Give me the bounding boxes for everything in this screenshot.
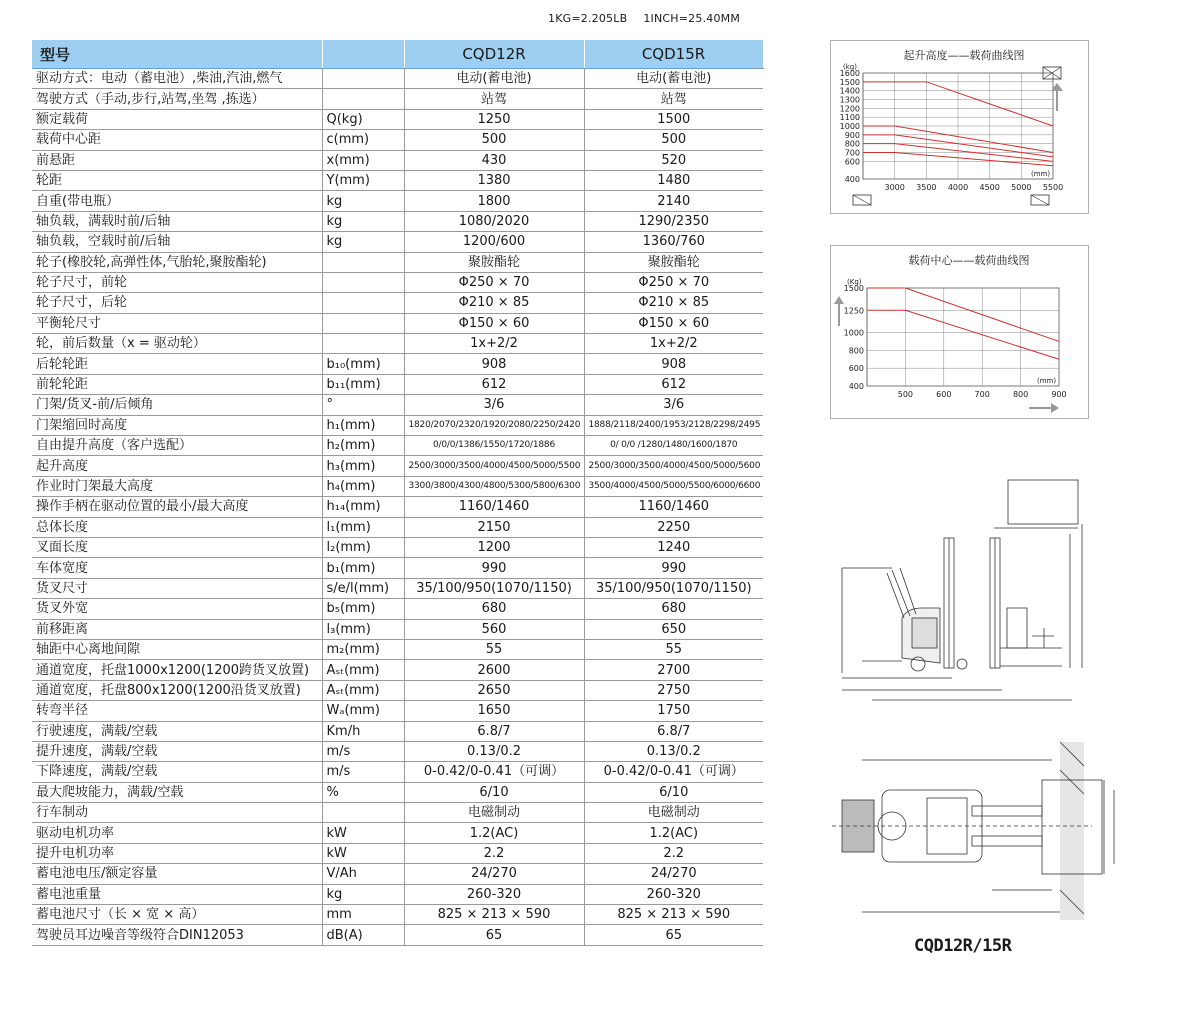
spec-value-cqd15r: Φ150 × 60 bbox=[584, 313, 763, 333]
spec-row bbox=[32, 354, 763, 374]
spec-unit: b₁(mm) bbox=[322, 558, 404, 578]
load-center-load-svg bbox=[831, 246, 1088, 418]
spec-value-cqd15r: Φ250 × 70 bbox=[584, 272, 763, 292]
spec-value-cqd12r: 24/270 bbox=[404, 864, 584, 884]
spec-row bbox=[32, 334, 763, 354]
spec-value-cqd12r: 1820/2070/2320/1920/2080/2250/2420 bbox=[404, 415, 584, 435]
spec-value-cqd15r: 1.2(AC) bbox=[584, 823, 763, 843]
spec-value-cqd15r: 电动(蓄电池) bbox=[584, 69, 763, 89]
spec-unit: dB(A) bbox=[322, 925, 404, 945]
spec-value-cqd15r: 1480 bbox=[584, 170, 763, 190]
spec-row bbox=[32, 69, 763, 89]
spec-row bbox=[32, 211, 763, 231]
spec-value-cqd15r: 990 bbox=[584, 558, 763, 578]
spec-row bbox=[32, 680, 763, 700]
spec-label: 轮子尺寸，后轮 bbox=[32, 293, 322, 313]
spec-unit bbox=[322, 803, 404, 823]
spec-label: 前轮轮距 bbox=[32, 374, 322, 394]
x-tick-label: 600 bbox=[936, 390, 952, 399]
spec-value-cqd15r: 1888/2118/2400/1953/2128/2298/2495 bbox=[584, 415, 763, 435]
chart-title: 起升高度——载荷曲线图 bbox=[903, 49, 1025, 62]
spec-row bbox=[32, 558, 763, 578]
spec-unit: b₁₀(mm) bbox=[322, 354, 404, 374]
spec-value-cqd15r: 2250 bbox=[584, 517, 763, 537]
y-unit-label: (kg) bbox=[843, 63, 857, 71]
unit-inch-mm: 1INCH=25.40MM bbox=[643, 12, 741, 25]
spec-label: 提升电机功率 bbox=[32, 843, 322, 863]
spec-unit: kW bbox=[322, 843, 404, 863]
spec-unit: h₄(mm) bbox=[322, 476, 404, 496]
spec-value-cqd15r: 612 bbox=[584, 374, 763, 394]
spec-row bbox=[32, 905, 763, 925]
spec-label: 车体宽度 bbox=[32, 558, 322, 578]
spec-label: 蓄电池电压/额定容量 bbox=[32, 864, 322, 884]
spec-value-cqd12r: 1200/600 bbox=[404, 232, 584, 252]
spec-label: 驱动电机功率 bbox=[32, 823, 322, 843]
spec-value-cqd15r: 0.13/0.2 bbox=[584, 741, 763, 761]
spec-value-cqd15r: 2750 bbox=[584, 680, 763, 700]
spec-row bbox=[32, 497, 763, 517]
series-line bbox=[867, 310, 1059, 359]
spec-unit: b₁₁(mm) bbox=[322, 374, 404, 394]
spec-value-cqd12r: 2600 bbox=[404, 660, 584, 680]
spec-unit: kW bbox=[322, 823, 404, 843]
spec-unit: l₁(mm) bbox=[322, 517, 404, 537]
spec-unit: m/s bbox=[322, 741, 404, 761]
pallet-icon-cross bbox=[1031, 195, 1049, 205]
spec-value-cqd15r: 0-0.42/0-0.41（可调） bbox=[584, 762, 763, 782]
spec-label: 轴距中心离地间隙 bbox=[32, 639, 322, 659]
spec-label: 蓄电池尺寸（长 × 宽 × 高） bbox=[32, 905, 322, 925]
spec-row bbox=[32, 456, 763, 476]
spec-value-cqd15r: 680 bbox=[584, 599, 763, 619]
spec-unit: Aₛₜ(mm) bbox=[322, 680, 404, 700]
right-arrow-head-icon bbox=[1051, 403, 1059, 413]
spec-value-cqd12r: Φ150 × 60 bbox=[404, 313, 584, 333]
spec-value-cqd12r: 260-320 bbox=[404, 884, 584, 904]
spec-value-cqd12r: 1080/2020 bbox=[404, 211, 584, 231]
spec-row bbox=[32, 823, 763, 843]
y-tick-label: 1100 bbox=[839, 113, 860, 123]
spec-value-cqd12r: 990 bbox=[404, 558, 584, 578]
unit-kg-lb: 1KG=2.205LB bbox=[548, 12, 628, 25]
spec-row bbox=[32, 517, 763, 537]
spec-unit: b₅(mm) bbox=[322, 599, 404, 619]
spec-value-cqd12r: 1.2(AC) bbox=[404, 823, 584, 843]
spec-row bbox=[32, 843, 763, 863]
spec-label: 门架缩回时高度 bbox=[32, 415, 322, 435]
x-tick-label: 500 bbox=[897, 390, 914, 399]
spec-value-cqd12r: 电磁制动 bbox=[404, 803, 584, 823]
header-cqd12r: CQD12R bbox=[404, 40, 584, 69]
spec-value-cqd15r: 1160/1460 bbox=[584, 497, 763, 517]
spec-row bbox=[32, 925, 763, 945]
spec-value-cqd15r: 55 bbox=[584, 639, 763, 659]
spec-value-cqd15r: 1240 bbox=[584, 537, 763, 557]
spec-unit: V/Ah bbox=[322, 864, 404, 884]
y-tick-label: 1200 bbox=[839, 104, 860, 114]
spec-label: 作业时门架最大高度 bbox=[32, 476, 322, 496]
y-tick-label: 700 bbox=[844, 148, 860, 158]
spec-unit: c(mm) bbox=[322, 130, 404, 150]
spec-label: 轮距 bbox=[32, 170, 322, 190]
spec-value-cqd15r: 1500 bbox=[584, 109, 763, 129]
spec-value-cqd15r: 260-320 bbox=[584, 884, 763, 904]
spec-unit: mm bbox=[322, 905, 404, 925]
spec-value-cqd12r: Φ210 × 85 bbox=[404, 293, 584, 313]
spec-label: 总体长度 bbox=[32, 517, 322, 537]
spec-label: 轴负载，满载时前/后轴 bbox=[32, 211, 322, 231]
spec-label: 轴负载，空载时前/后轴 bbox=[32, 232, 322, 252]
spec-label: 行驶速度，满载/空载 bbox=[32, 721, 322, 741]
spec-value-cqd15r: 24/270 bbox=[584, 864, 763, 884]
spec-value-cqd12r: 6.8/7 bbox=[404, 721, 584, 741]
spec-row bbox=[32, 599, 763, 619]
plot-frame bbox=[867, 288, 1059, 386]
y-tick-label: 400 bbox=[848, 382, 864, 391]
y-tick-label: 1300 bbox=[839, 95, 860, 105]
spec-value-cqd12r: 0/0/0/1386/1550/1720/1886 bbox=[404, 436, 584, 456]
series-line bbox=[867, 288, 1059, 341]
spec-row bbox=[32, 701, 763, 721]
y-tick-label: 600 bbox=[844, 157, 860, 167]
header-model: 型号 bbox=[32, 40, 322, 69]
spec-value-cqd12r: 2150 bbox=[404, 517, 584, 537]
spec-row bbox=[32, 741, 763, 761]
spec-row bbox=[32, 191, 763, 211]
spec-unit bbox=[322, 252, 404, 272]
spec-label: 提升速度，满载/空载 bbox=[32, 741, 322, 761]
spec-label: 门架/货叉-前/后倾角 bbox=[32, 395, 322, 415]
spec-value-cqd12r: 0.13/0.2 bbox=[404, 741, 584, 761]
spec-value-cqd15r: 520 bbox=[584, 150, 763, 170]
spec-table bbox=[32, 40, 764, 946]
spec-value-cqd12r: 3/6 bbox=[404, 395, 584, 415]
y-tick-label: 1000 bbox=[843, 328, 864, 338]
spec-unit: s/e/l(mm) bbox=[322, 578, 404, 598]
spec-value-cqd15r: 3/6 bbox=[584, 395, 763, 415]
y-tick-label: 800 bbox=[848, 346, 864, 356]
unit-conversion bbox=[548, 12, 740, 25]
spec-row bbox=[32, 660, 763, 680]
spec-label: 轮子尺寸，前轮 bbox=[32, 272, 322, 292]
spec-value-cqd12r: 0-0.42/0-0.41（可调） bbox=[404, 762, 584, 782]
spec-value-cqd15r: 825 × 213 × 590 bbox=[584, 905, 763, 925]
spec-value-cqd12r: 1x+2/2 bbox=[404, 334, 584, 354]
spec-unit: kg bbox=[322, 211, 404, 231]
lift-height-load-svg bbox=[831, 41, 1088, 213]
spec-unit: ° bbox=[322, 395, 404, 415]
spec-value-cqd15r: 908 bbox=[584, 354, 763, 374]
spec-value-cqd15r: 35/100/950(1070/1150) bbox=[584, 578, 763, 598]
spec-value-cqd12r: 1800 bbox=[404, 191, 584, 211]
spec-value-cqd12r: 2500/3000/3500/4000/4500/5000/5500 bbox=[404, 456, 584, 476]
spec-unit bbox=[322, 272, 404, 292]
spec-unit: l₃(mm) bbox=[322, 619, 404, 639]
spec-value-cqd12r: 2.2 bbox=[404, 843, 584, 863]
spec-label: 前悬距 bbox=[32, 150, 322, 170]
spec-row bbox=[32, 374, 763, 394]
spec-table-header bbox=[32, 40, 763, 69]
spec-row bbox=[32, 884, 763, 904]
y-tick-label: 1250 bbox=[843, 306, 864, 316]
spec-unit: h₃(mm) bbox=[322, 456, 404, 476]
spec-unit: h₂(mm) bbox=[322, 436, 404, 456]
spec-unit: x(mm) bbox=[322, 150, 404, 170]
spec-unit: kg bbox=[322, 191, 404, 211]
spec-row bbox=[32, 476, 763, 496]
truck-top-view-drawing bbox=[832, 740, 1117, 925]
spec-value-cqd15r: 6.8/7 bbox=[584, 721, 763, 741]
spec-label: 货叉尺寸 bbox=[32, 578, 322, 598]
spec-value-cqd12r: 35/100/950(1070/1150) bbox=[404, 578, 584, 598]
spec-value-cqd15r: 500 bbox=[584, 130, 763, 150]
spec-row bbox=[32, 721, 763, 741]
y-tick-label: 800 bbox=[844, 139, 860, 149]
spec-unit bbox=[322, 89, 404, 109]
pallet-icon-cross bbox=[853, 195, 871, 205]
x-tick-label: 3500 bbox=[916, 183, 937, 192]
spec-value-cqd15r: 1750 bbox=[584, 701, 763, 721]
y-unit-label: (Kg) bbox=[847, 278, 862, 286]
spec-unit: m/s bbox=[322, 762, 404, 782]
spec-label: 货叉外宽 bbox=[32, 599, 322, 619]
spec-value-cqd12r: 560 bbox=[404, 619, 584, 639]
spec-value-cqd12r: 65 bbox=[404, 925, 584, 945]
x-unit-label: (mm) bbox=[1037, 377, 1057, 385]
load-center-load-chart bbox=[830, 245, 1089, 419]
spec-value-cqd12r: 3300/3800/4300/4800/5300/5800/6300 bbox=[404, 476, 584, 496]
x-tick-label: 3000 bbox=[884, 183, 905, 192]
spec-value-cqd15r: 2500/3000/3500/4000/4500/5000/5600 bbox=[584, 456, 763, 476]
spec-value-cqd15r: 3500/4000/4500/5000/5500/6000/6600 bbox=[584, 476, 763, 496]
spec-value-cqd12r: 1650 bbox=[404, 701, 584, 721]
y-tick-label: 1600 bbox=[839, 69, 860, 78]
spec-row bbox=[32, 150, 763, 170]
spec-unit: Aₛₜ(mm) bbox=[322, 660, 404, 680]
x-tick-label: 700 bbox=[974, 390, 990, 399]
spec-label: 平衡轮尺寸 bbox=[32, 313, 322, 333]
spec-label: 通道宽度，托盘800x1200(1200沿货叉放置) bbox=[32, 680, 322, 700]
spec-row bbox=[32, 395, 763, 415]
spec-value-cqd12r: 1160/1460 bbox=[404, 497, 584, 517]
spec-value-cqd12r: 1200 bbox=[404, 537, 584, 557]
spec-value-cqd12r: 908 bbox=[404, 354, 584, 374]
spec-value-cqd15r: 2140 bbox=[584, 191, 763, 211]
spec-label: 操作手柄在驱动位置的最小/最大高度 bbox=[32, 497, 322, 517]
spec-value-cqd12r: 2650 bbox=[404, 680, 584, 700]
spec-row bbox=[32, 170, 763, 190]
spec-unit: Wₐ(mm) bbox=[322, 701, 404, 721]
spec-row bbox=[32, 89, 763, 109]
spec-label: 起升高度 bbox=[32, 456, 322, 476]
spec-value-cqd12r: 6/10 bbox=[404, 782, 584, 802]
up-arrow-head-icon bbox=[834, 296, 844, 304]
spec-unit bbox=[322, 334, 404, 354]
spec-value-cqd15r: 1290/2350 bbox=[584, 211, 763, 231]
spec-row bbox=[32, 864, 763, 884]
spec-value-cqd12r: 430 bbox=[404, 150, 584, 170]
y-tick-label: 1500 bbox=[839, 77, 860, 87]
model-label: CQD12R/15R bbox=[914, 936, 1012, 956]
spec-row bbox=[32, 537, 763, 557]
spec-label: 额定载荷 bbox=[32, 109, 322, 129]
spec-row bbox=[32, 782, 763, 802]
spec-unit: h₁(mm) bbox=[322, 415, 404, 435]
spec-unit: h₁₄(mm) bbox=[322, 497, 404, 517]
y-tick-label: 1500 bbox=[843, 284, 864, 293]
spec-value-cqd12r: 聚胺酯轮 bbox=[404, 252, 584, 272]
y-tick-label: 1400 bbox=[839, 86, 860, 96]
spec-row bbox=[32, 272, 763, 292]
x-tick-label: 5500 bbox=[1042, 183, 1064, 192]
spec-unit: kg bbox=[322, 232, 404, 252]
spec-value-cqd12r: 825 × 213 × 590 bbox=[404, 905, 584, 925]
spec-row bbox=[32, 803, 763, 823]
spec-label: 前移距离 bbox=[32, 619, 322, 639]
spec-value-cqd12r: 1250 bbox=[404, 109, 584, 129]
spec-value-cqd12r: 612 bbox=[404, 374, 584, 394]
y-tick-label: 1000 bbox=[839, 122, 860, 131]
spec-label: 行车制动 bbox=[32, 803, 322, 823]
spec-label: 驱动方式：电动（蓄电池）,柴油,汽油,燃气 bbox=[32, 69, 322, 89]
x-unit-label: (mm) bbox=[1031, 170, 1051, 178]
x-tick-label: 900 bbox=[1051, 390, 1067, 399]
spec-unit: Km/h bbox=[322, 721, 404, 741]
spec-label: 自由提升高度（客户选配） bbox=[32, 436, 322, 456]
spec-unit: % bbox=[322, 782, 404, 802]
spec-unit: l₂(mm) bbox=[322, 537, 404, 557]
spec-row bbox=[32, 639, 763, 659]
lift-height-load-chart bbox=[830, 40, 1089, 214]
truck-side-view-drawing bbox=[832, 478, 1102, 710]
header-unit bbox=[322, 40, 404, 69]
header-cqd15r: CQD15R bbox=[584, 40, 763, 69]
spec-value-cqd15r: 电磁制动 bbox=[584, 803, 763, 823]
spec-row bbox=[32, 415, 763, 435]
spec-row bbox=[32, 578, 763, 598]
spec-row bbox=[32, 436, 763, 456]
spec-row bbox=[32, 762, 763, 782]
x-tick-label: 4500 bbox=[979, 183, 1000, 192]
spec-label: 载荷中心距 bbox=[32, 130, 322, 150]
x-tick-label: 800 bbox=[1012, 390, 1029, 399]
spec-value-cqd15r: 65 bbox=[584, 925, 763, 945]
spec-unit bbox=[322, 69, 404, 89]
spec-value-cqd12r: Φ250 × 70 bbox=[404, 272, 584, 292]
spec-value-cqd12r: 500 bbox=[404, 130, 584, 150]
spec-value-cqd15r: 2700 bbox=[584, 660, 763, 680]
spec-row bbox=[32, 619, 763, 639]
spec-row bbox=[32, 232, 763, 252]
spec-value-cqd12r: 电动(蓄电池) bbox=[404, 69, 584, 89]
spec-label: 轮子(橡胶轮,高弹性体,气胎轮,聚胺酯轮) bbox=[32, 252, 322, 272]
spec-label: 叉面长度 bbox=[32, 537, 322, 557]
spec-value-cqd12r: 1380 bbox=[404, 170, 584, 190]
spec-unit: kg bbox=[322, 884, 404, 904]
spec-value-cqd15r: 1360/760 bbox=[584, 232, 763, 252]
y-tick-label: 900 bbox=[844, 130, 860, 140]
spec-value-cqd15r: 聚胺酯轮 bbox=[584, 252, 763, 272]
spec-row bbox=[32, 130, 763, 150]
spec-value-cqd12r: 站驾 bbox=[404, 89, 584, 109]
chart-title: 载荷中心——载荷曲线图 bbox=[908, 254, 1030, 267]
spec-label: 转弯半径 bbox=[32, 701, 322, 721]
spec-value-cqd12r: 680 bbox=[404, 599, 584, 619]
x-tick-label: 4000 bbox=[947, 183, 969, 192]
spec-value-cqd15r: 站驾 bbox=[584, 89, 763, 109]
spec-value-cqd12r: 55 bbox=[404, 639, 584, 659]
spec-unit: Q(kg) bbox=[322, 109, 404, 129]
spec-value-cqd15r: Φ210 × 85 bbox=[584, 293, 763, 313]
spec-row bbox=[32, 313, 763, 333]
spec-label: 驾驶方式（手动,步行,站驾,坐驾 ,拣选） bbox=[32, 89, 322, 109]
spec-label: 轮，前后数量（x = 驱动轮） bbox=[32, 334, 322, 354]
spec-value-cqd15r: 2.2 bbox=[584, 843, 763, 863]
spec-table-body bbox=[32, 69, 763, 946]
y-tick-label: 400 bbox=[844, 175, 860, 184]
spec-unit: m₂(mm) bbox=[322, 639, 404, 659]
spec-label: 通道宽度，托盘1000x1200(1200跨货叉放置) bbox=[32, 660, 322, 680]
spec-row bbox=[32, 293, 763, 313]
spec-value-cqd15r: 6/10 bbox=[584, 782, 763, 802]
spec-label: 最大爬坡能力，满载/空载 bbox=[32, 782, 322, 802]
spec-label: 自重(带电瓶） bbox=[32, 191, 322, 211]
spec-unit bbox=[322, 293, 404, 313]
y-tick-label: 600 bbox=[848, 364, 864, 374]
spec-value-cqd15r: 0/ 0/0 /1280/1480/1600/1870 bbox=[584, 436, 763, 456]
spec-value-cqd15r: 1x+2/2 bbox=[584, 334, 763, 354]
spec-row bbox=[32, 252, 763, 272]
spec-unit bbox=[322, 313, 404, 333]
x-tick-label: 5000 bbox=[1011, 183, 1032, 192]
spec-label: 下降速度，满载/空载 bbox=[32, 762, 322, 782]
spec-row bbox=[32, 109, 763, 129]
spec-label: 后轮轮距 bbox=[32, 354, 322, 374]
spec-value-cqd15r: 650 bbox=[584, 619, 763, 639]
spec-unit: Y(mm) bbox=[322, 170, 404, 190]
spec-label: 驾驶员耳边噪音等级符合DIN12053 bbox=[32, 925, 322, 945]
spec-label: 蓄电池重量 bbox=[32, 884, 322, 904]
